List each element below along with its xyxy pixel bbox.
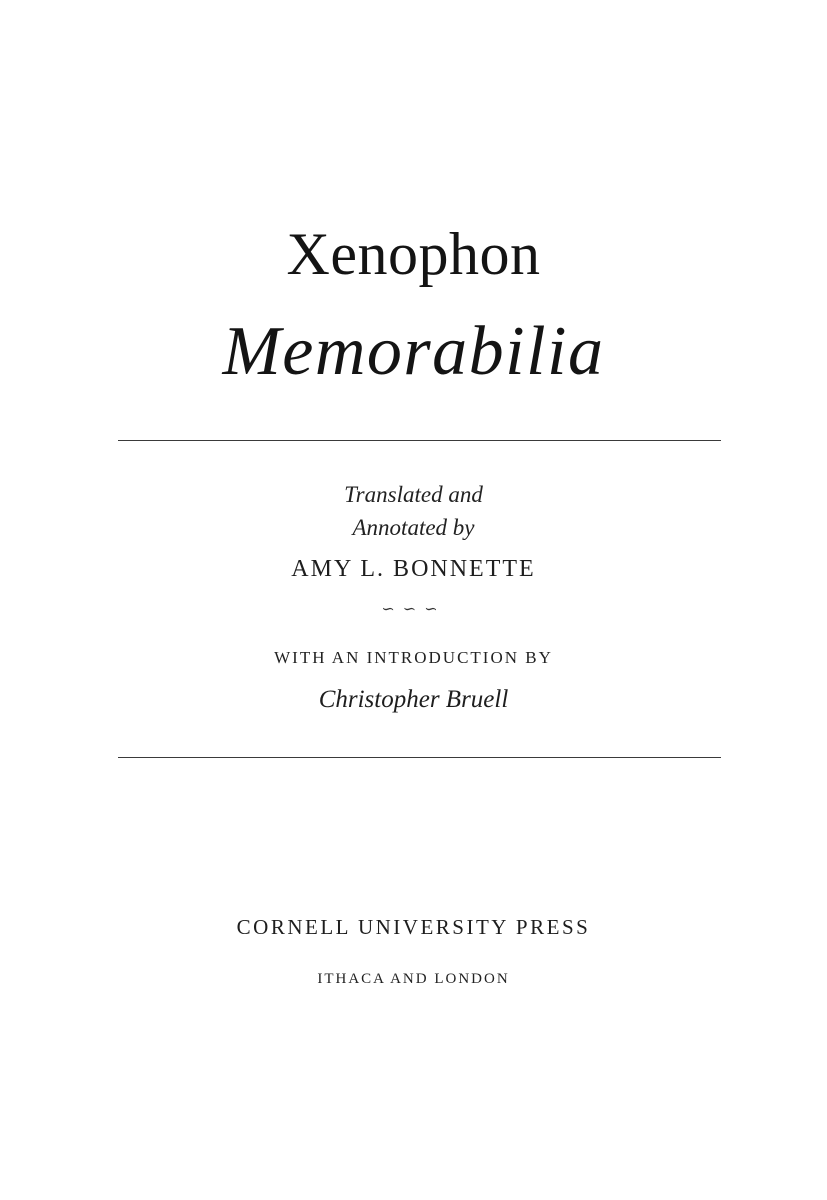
annotated-line: Annotated by xyxy=(352,515,475,540)
translated-line: Translated and xyxy=(344,482,483,507)
bottom-divider xyxy=(118,757,721,758)
introduction-author: Christopher Bruell xyxy=(318,686,509,713)
ornament-divider: ∽∽∽ xyxy=(381,601,446,618)
top-divider xyxy=(118,440,721,441)
publisher-place: ITHACA AND LONDON xyxy=(317,971,510,987)
book-title: Memorabilia xyxy=(222,313,605,390)
publisher-name: CORNELL UNIVERSITY PRESS xyxy=(236,915,591,939)
translator-name: AMY L. BONNETTE xyxy=(291,556,536,582)
author-name: Xenophon xyxy=(286,221,541,287)
introduction-label: WITH AN INTRODUCTION BY xyxy=(274,648,553,667)
